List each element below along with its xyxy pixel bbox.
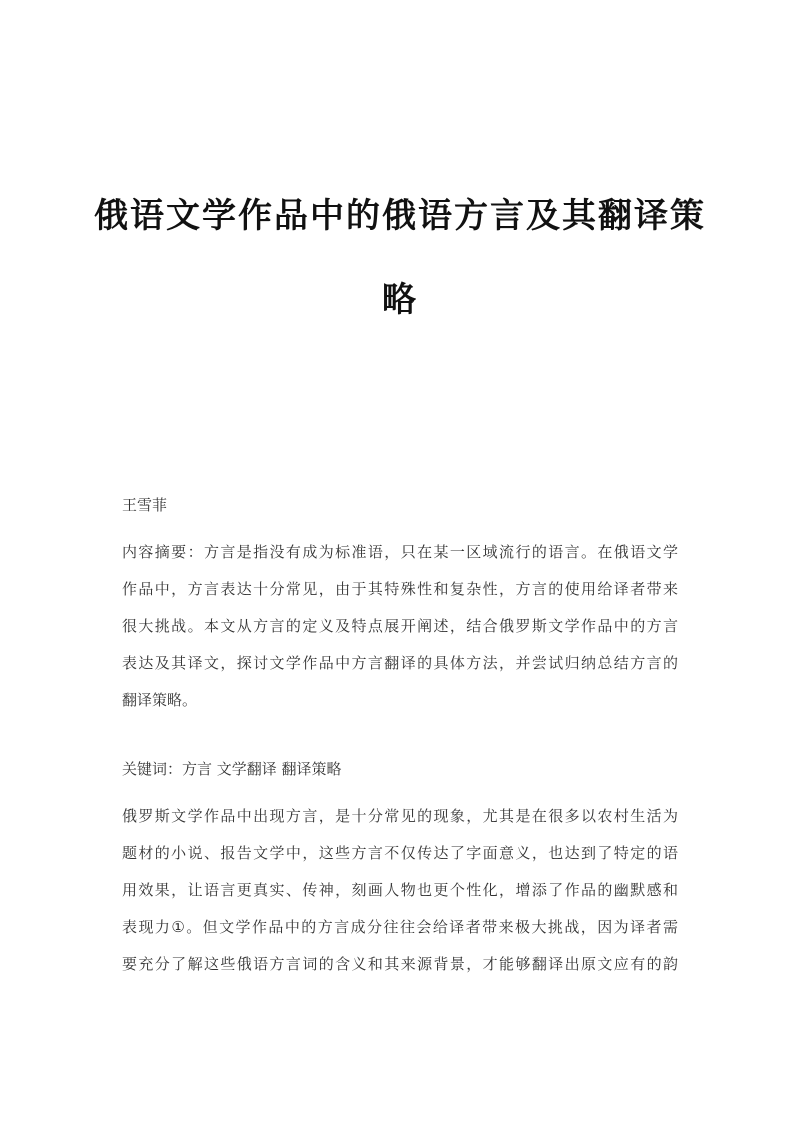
abstract-line: 翻译策略。 xyxy=(122,691,198,709)
abstract-line: 内容摘要：方言是指没有成为标准语，只在某一区域流行的语言。在俄语文学 xyxy=(122,543,678,561)
body-line: 用效果，让语言更真实、传神，刻画人物也更个性化，增添了作品的幽默感和 xyxy=(122,881,678,899)
body-paragraph xyxy=(122,798,678,983)
abstract-line: 作品中，方言表达十分常见，由于其特殊性和复杂性，方言的使用给译者带来 xyxy=(122,580,678,598)
abstract xyxy=(122,534,678,719)
author-name: 王雪菲 xyxy=(122,496,168,514)
body-line: 要充分了解这些俄语方言词的含义和其来源背景，才能够翻译出原文应有的韵 xyxy=(122,955,678,973)
keywords: 关键词：方言 文学翻译 翻译策略 xyxy=(122,760,342,778)
abstract-line: 很大挑战。本文从方言的定义及特点展开阐述，结合俄罗斯文学作品中的方言 xyxy=(122,617,678,635)
paper-title-line-1: 俄语文学作品中的俄语方言及其翻译策 xyxy=(94,196,706,236)
body-line: 题材的小说、报告文学中，这些方言不仅传达了字面意义，也达到了特定的语 xyxy=(122,844,678,862)
body-line: 俄罗斯文学作品中出现方言，是十分常见的现象，尤其是在很多以农村生活为 xyxy=(122,807,678,825)
paper-title-line-2: 略 xyxy=(382,280,418,320)
body-line: 表现力①。但文学作品中的方言成分往往会给译者带来极大挑战，因为译者需 xyxy=(122,918,678,936)
abstract-line: 表达及其译文，探讨文学作品中方言翻译的具体方法，并尝试归纳总结方言的 xyxy=(122,654,678,672)
